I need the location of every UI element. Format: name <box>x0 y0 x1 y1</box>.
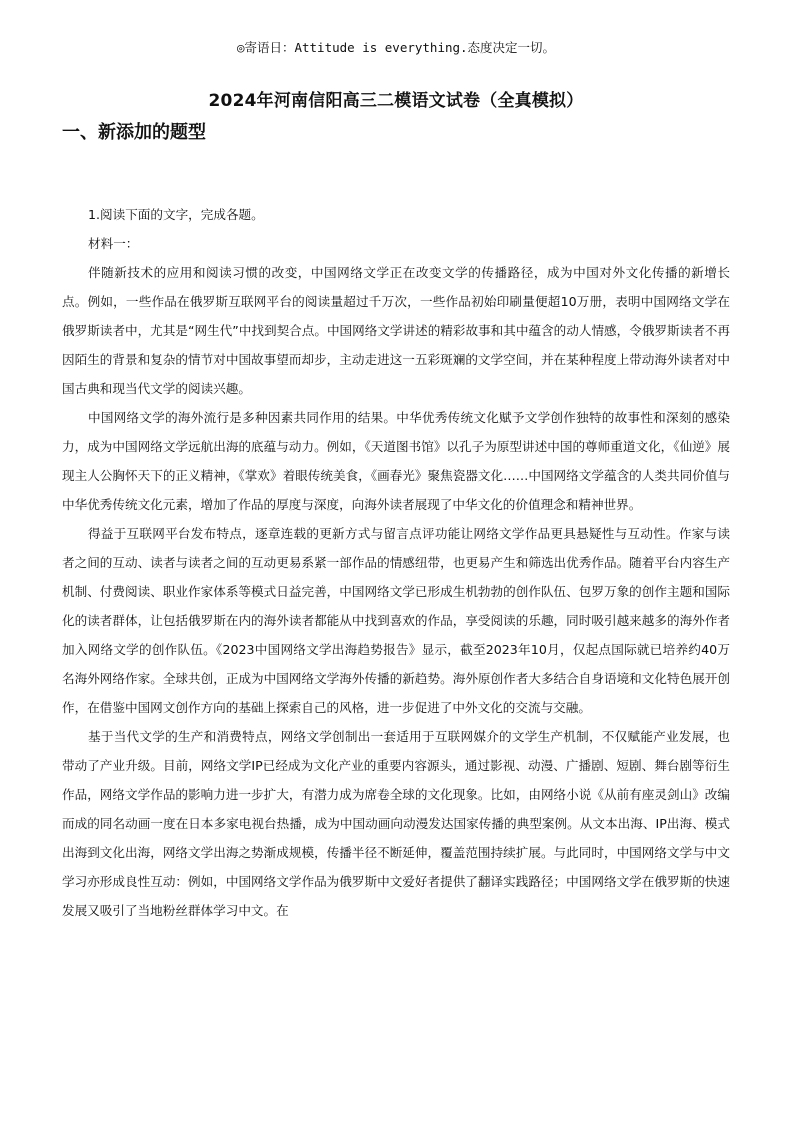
paragraph: 中国网络文学的海外流行是多种因素共同作用的结果。中华优秀传统文化赋予文学创作独特的故事性和深刻的感染力，成为中国网络文学远航出海的底蕴与动力。例如，《天道图书馆》以孔子为原型讲述中国的尊师重道文化，《仙逆》展现主人公胸怀天下的正义精神，《掌欢》着眼传统美食，《画春光》聚焦瓷器文化……中国网络文学蕴含的人类共同价值与中华优秀传统文化元素，增加了作品的厚度与深度，向海外读者展现了中华文化的价值理念和精神世界。 <box>62 410 730 512</box>
page-title: 2024年河南信阳高三二模语文试卷（全真模拟） <box>208 91 584 111</box>
header-note: ◎寄语日：Attitude is everything.态度决定一切。 <box>236 40 556 55</box>
material-label: 材料一： <box>88 236 139 251</box>
paragraph: 基于当代文学的生产和消费特点，网络文学创制出一套适用于互联网媒介的文学生产机制，不仅赋能产业发展，也带动了产业升级。目前，网络文学IP已经成为文化产业的重要内容源头，通过影视、动漫、广播剧、短剧、舞台剧等衍生作品，网络文学作品的影响力进一步扩大，有潜力成为席卷全球的文化现象。比如，由网络小说《从前有座灵剑山》改编而成的同名动画一度在日本多家电视台热播，成为中国动画向动漫发达国家传播的典型案例。从文本出海、IP出海、模式出海到文化出海，网络文学出海之势渐成规模，传播半径不断延伸，覆盖范围持续扩展。与此同时，中国网络文学与中文学习亦形成良性互动：例如，中国网络文学作品为俄罗斯中文爱好者提供了翻译实践路径；中国网络文学在俄罗斯的快速发展又吸引了当地粉丝群体学习中文。在 <box>62 729 730 918</box>
question-intro: 1.阅读下面的文字，完成各题。 <box>88 207 264 222</box>
paragraph: 得益于互联网平台发布特点，逐章连载的更新方式与留言点评功能让网络文学作品更具悬疑性与互动性。作家与读者之间的互动、读者与读者之间的互动更易系紧一部作品的情感纽带，也更易产生和筛选出优秀作品。随着平台内容生产机制、付费阅读、职业作家体系等模式日益完善，中国网络文学已形成生机勃勃的创作队伍、包罗万象的创作主题和国际化的读者群体，让包括俄罗斯在内的海外读者都能从中找到喜欢的作品，享受阅读的乐趣，同时吸引越来越多的海外作者加入网络文学的创作队伍。《2023中国网络文学出海趋势报告》显示，截至2023年10月，仅起点国际就已培养约40万名海外网络作家。全球共创，正成为中国网络文学海外传播的新趋势。海外原创作者大多结合自身语境和文化特色展开创作，在借鉴中国网文创作方向的基础上探索自己的风格，进一步促进了中外文化的交流与交融。 <box>62 526 730 715</box>
paragraph: 伴随新技术的应用和阅读习惯的改变，中国网络文学正在改变文学的传播路径，成为中国对外文化传播的新增长点。例如，一些作品在俄罗斯互联网平台的阅读量超过千万次，一些作品初始印刷量便超10万册，表明中国网络文学在俄罗斯读者中，尤其是“网生代”中找到契合点。中国网络文学讲述的精彩故事和其中蕴含的动人情感，令俄罗斯读者不再因陌生的背景和复杂的情节对中国故事望而却步，主动走进这一五彩斑斓的文学空间，并在某种程度上带动海外读者对中国古典和现当代文学的阅读兴趣。 <box>62 265 730 396</box>
document-body <box>62 200 730 925</box>
section-heading: 一、新添加的题型 <box>62 122 206 143</box>
